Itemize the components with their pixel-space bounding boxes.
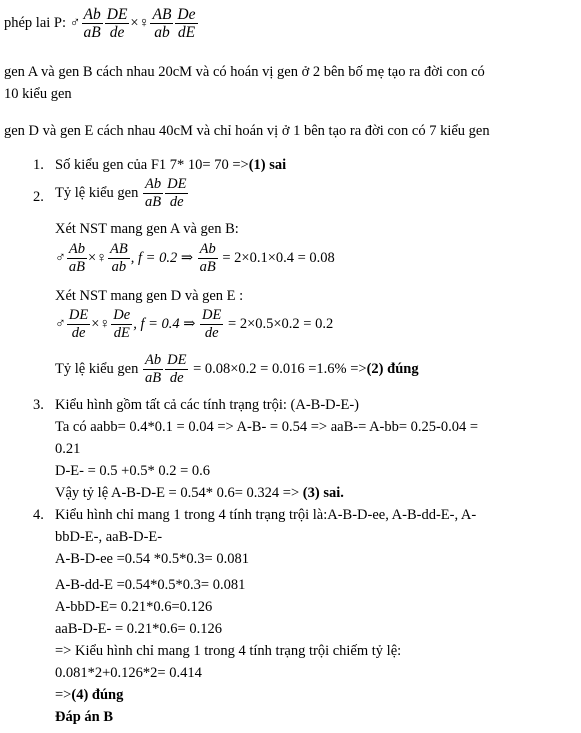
fraction-p1-de: $\frac{DE}{de}$ xyxy=(106,6,128,41)
item4-line7: => Kiểu hình chỉ mang 1 trong 4 tính trạng trội chiếm tỷ lệ: xyxy=(55,643,402,659)
item4-line9: =>(4) đúng xyxy=(55,687,124,703)
item4-line6: aaB-D-E- = 0.21*0.6= 0.126 xyxy=(55,621,222,637)
fraction-de: $\frac{DE}{de}$ xyxy=(167,176,187,210)
item3-line4: D-E- = 0.5 +0.5* 0.2 = 0.6 xyxy=(55,463,211,479)
answer-line: Đáp án B xyxy=(55,709,114,725)
item3-number: 3. xyxy=(33,397,44,413)
male-symbol-icon: ♂ xyxy=(69,14,81,31)
item4-line2: bbD-E-, aaB-D-E- xyxy=(55,529,163,545)
item4-line1: Kiểu hình chỉ mang 1 trong 4 tính trạng trội là:A-B-D-ee, A-B-dd-E-, A- xyxy=(55,507,477,523)
item3-line2: Ta có aabb= 0.4*0.1 = 0.04 => A-B- = 0.54 => aaB-= A-bb= 0.25-0.04 = xyxy=(55,419,479,435)
fraction-ab: $\frac{Ab}{aB}$ xyxy=(144,176,162,210)
item4-line8: 0.081*2+0.126*2= 0.414 xyxy=(55,665,202,681)
item2-xet-ab: Xét NST mang gen A và gen B: xyxy=(55,221,239,237)
item2-number: 2. xyxy=(33,189,44,205)
cross-prefix: phép lai P: xyxy=(4,14,70,31)
item3-line1: Kiểu hình gồm tất cả các tính trạng trội: (A-B-D-E-) xyxy=(55,397,359,413)
item2-final: Tỷ lệ kiểu gen $\frac{Ab}{aB}$ $\frac{DE}{de}$ = 0.08×0.2 = 0.016 =1.6% =>(2) đúng xyxy=(55,352,419,386)
item3-line3: 0.21 xyxy=(55,441,81,457)
fraction-p2-de: $\frac{De}{dE}$ xyxy=(177,6,196,41)
para2: gen D và gen E cách nhau 40cM và chỉ hoán vị ở 1 bên tạo ra đời con có 7 kiểu gen xyxy=(4,123,490,139)
item1-number: 1. xyxy=(33,157,44,173)
item2-de-calc: ♂ $\frac{DE}{de}$ ×♀ $\frac{De}{dE}$ , f = 0.4 ⇒ $\frac{DE}{de}$ = 2×0.5×0.2 = 0.2 xyxy=(55,307,334,341)
item1-text: Số kiểu gen của F1 7* 10= 70 =>(1) sai xyxy=(55,157,287,173)
para1-line2: 10 kiểu gen xyxy=(4,86,72,102)
fraction-p1-ab: $\frac{Ab}{aB}$ xyxy=(83,6,101,41)
item4-line4: A-B-dd-E =0.54*0.5*0.3= 0.081 xyxy=(55,577,246,593)
fraction-p2-ab: $\frac{AB}{ab}$ xyxy=(152,6,172,41)
times-symbol: × xyxy=(130,14,139,31)
cross-header xyxy=(4,6,199,41)
item4-number: 4. xyxy=(33,507,44,523)
item2-genotype: Tỷ lệ kiểu gen $\frac{Ab}{aB}$ $\frac{DE}{de}$ xyxy=(55,176,187,210)
item4-line5: A-bbD-E= 0.21*0.6=0.126 xyxy=(55,599,213,615)
item2-ab-calc: ♂ $\frac{Ab}{aB}$ ×♀ $\frac{AB}{ab}$ , f = 0.2 ⇒ $\frac{Ab}{aB}$ = 2×0.1×0.4 = 0.08 xyxy=(55,241,335,275)
female-symbol-icon: ♀ xyxy=(138,14,150,31)
item2-xet-de: Xét NST mang gen D và gen E : xyxy=(55,288,244,304)
item4-line3: A-B-D-ee =0.54 *0.5*0.3= 0.081 xyxy=(55,551,249,567)
item3-line5: Vậy tỷ lệ A-B-D-E = 0.54* 0.6= 0.324 => (3) sai. xyxy=(55,485,344,501)
para1-line1: gen A và gen B cách nhau 20cM và có hoán vị gen ở 2 bên bố mẹ tạo ra đời con có xyxy=(4,64,485,80)
